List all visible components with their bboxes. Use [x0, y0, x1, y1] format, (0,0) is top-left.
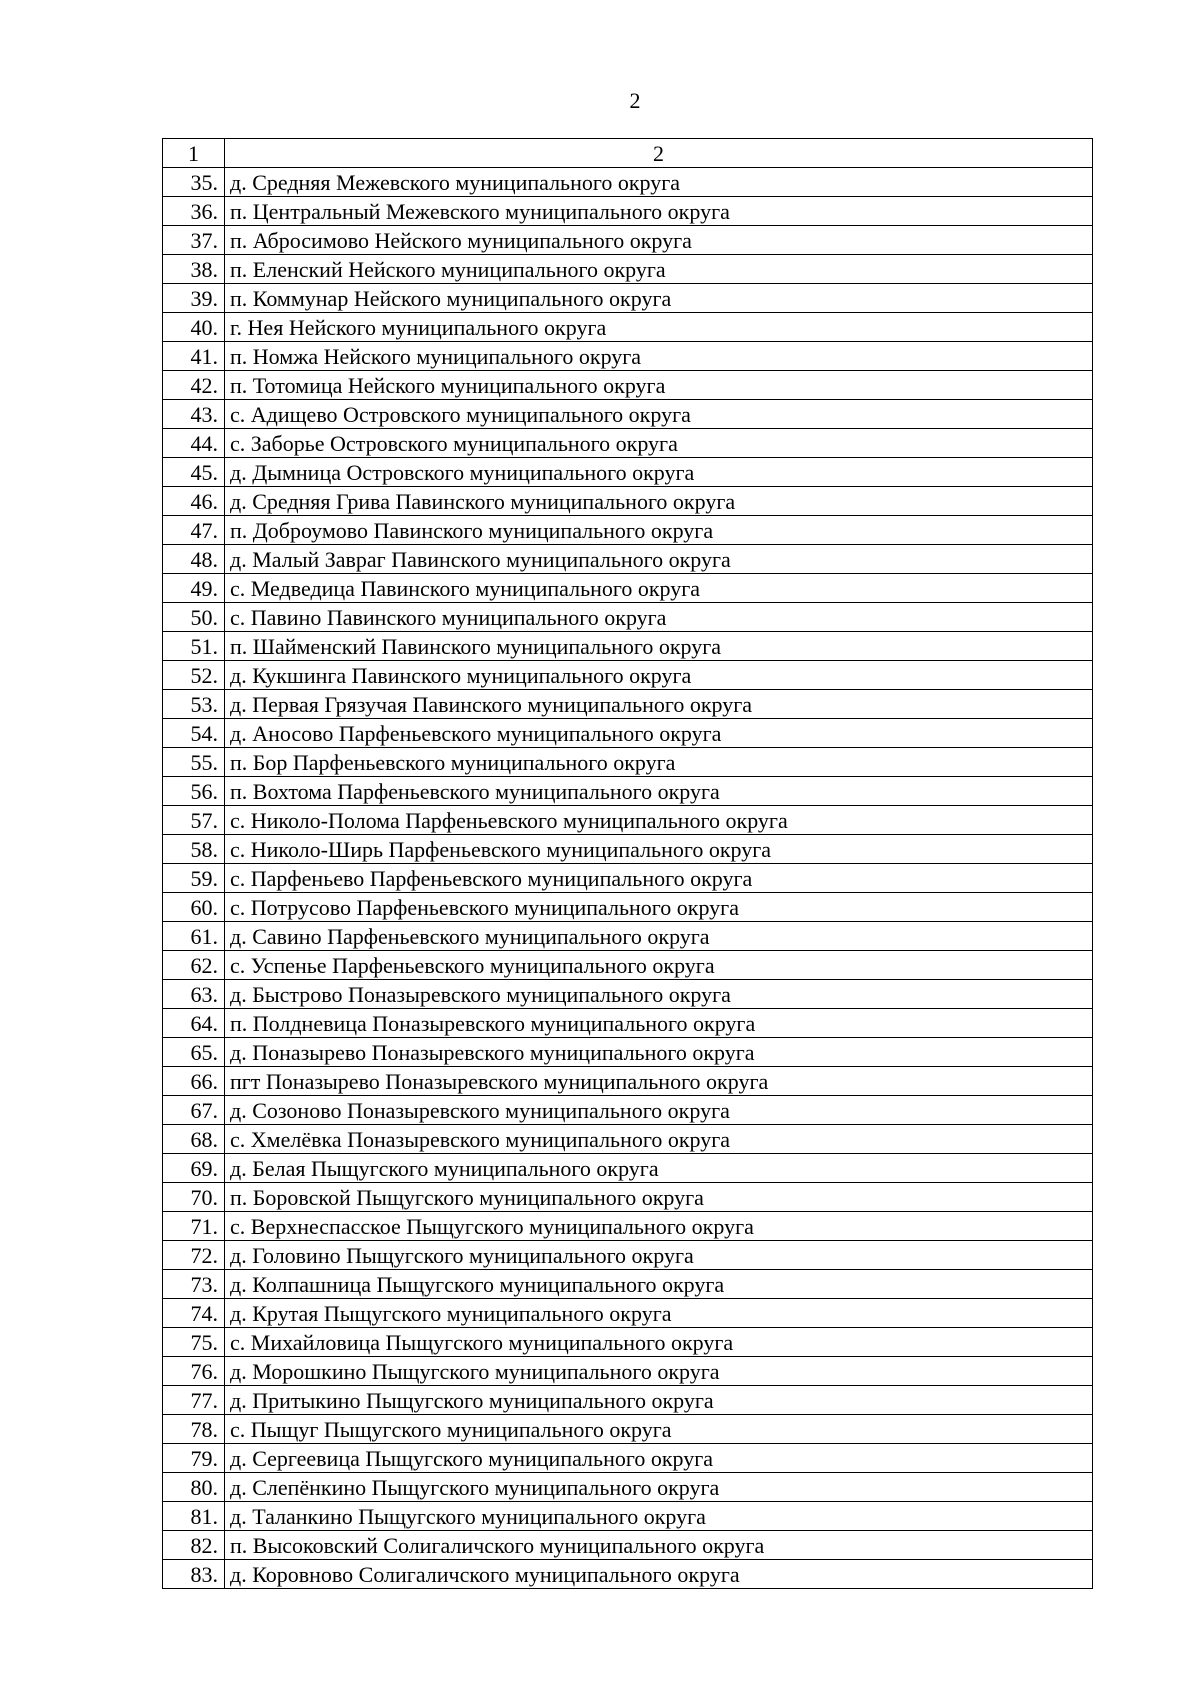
table-header-row	[163, 139, 1093, 168]
table-row	[163, 1009, 1093, 1038]
row-number: 61.	[163, 922, 225, 951]
table-row	[163, 1154, 1093, 1183]
table-row	[163, 400, 1093, 429]
row-number: 70.	[163, 1183, 225, 1212]
table-row	[163, 1386, 1093, 1415]
settlement-name: п. Полдневица Поназыревского муниципального округа	[225, 1009, 1093, 1038]
row-number: 56.	[163, 777, 225, 806]
row-number: 43.	[163, 400, 225, 429]
settlement-name: д. Первая Грязучая Павинского муниципального округа	[225, 690, 1093, 719]
settlement-name: с. Заборье Островского муниципального округа	[225, 429, 1093, 458]
table-row	[163, 1328, 1093, 1357]
settlement-name: д. Дымница Островского муниципального округа	[225, 458, 1093, 487]
settlement-name: с. Михайловица Пыщугского муниципального округа	[225, 1328, 1093, 1357]
settlement-name: с. Николо-Ширь Парфеньевского муниципального округа	[225, 835, 1093, 864]
table-row	[163, 835, 1093, 864]
settlement-name: с. Пыщуг Пыщугского муниципального округа	[225, 1415, 1093, 1444]
settlement-name: д. Кукшинга Павинского муниципального округа	[225, 661, 1093, 690]
settlement-name: д. Быстрово Поназыревского муниципального округа	[225, 980, 1093, 1009]
settlement-name: с. Потрусово Парфеньевского муниципального округа	[225, 893, 1093, 922]
table-row	[163, 284, 1093, 313]
settlement-name: д. Созоново Поназыревского муниципального округа	[225, 1096, 1093, 1125]
row-number: 50.	[163, 603, 225, 632]
row-number: 83.	[163, 1560, 225, 1589]
row-number: 74.	[163, 1299, 225, 1328]
row-number: 75.	[163, 1328, 225, 1357]
settlement-name: п. Шайменский Павинского муниципального округа	[225, 632, 1093, 661]
row-number: 53.	[163, 690, 225, 719]
settlement-name: д. Поназырево Поназыревского муниципального округа	[225, 1038, 1093, 1067]
row-number: 63.	[163, 980, 225, 1009]
settlement-name: с. Павино Павинского муниципального округа	[225, 603, 1093, 632]
settlement-name: п. Вохтома Парфеньевского муниципального округа	[225, 777, 1093, 806]
settlement-name: д. Средняя Грива Павинского муниципального округа	[225, 487, 1093, 516]
row-number: 73.	[163, 1270, 225, 1299]
table-row	[163, 1125, 1093, 1154]
column-header-number: 1	[163, 139, 225, 168]
table-body	[163, 168, 1093, 1589]
row-number: 62.	[163, 951, 225, 980]
settlement-name: с. Николо-Полома Парфеньевского муниципального округа	[225, 806, 1093, 835]
settlement-name: с. Успенье Парфеньевского муниципального округа	[225, 951, 1093, 980]
table-row	[163, 1357, 1093, 1386]
table-row	[163, 893, 1093, 922]
row-number: 35.	[163, 168, 225, 197]
settlement-name: п. Бор Парфеньевского муниципального округа	[225, 748, 1093, 777]
table-row	[163, 255, 1093, 284]
settlement-name: д. Малый Завраг Павинского муниципального округа	[225, 545, 1093, 574]
settlement-name: д. Колпашница Пыщугского муниципального округа	[225, 1270, 1093, 1299]
row-number: 37.	[163, 226, 225, 255]
table-row	[163, 574, 1093, 603]
settlement-name: пгт Поназырево Поназыревского муниципального округа	[225, 1067, 1093, 1096]
settlement-name: п. Тотомица Нейского муниципального округа	[225, 371, 1093, 400]
settlement-name: п. Коммунар Нейского муниципального округа	[225, 284, 1093, 313]
table-row	[163, 951, 1093, 980]
table-row	[163, 980, 1093, 1009]
row-number: 78.	[163, 1415, 225, 1444]
table-row	[163, 632, 1093, 661]
table-row	[163, 313, 1093, 342]
settlement-name: с. Адищево Островского муниципального округа	[225, 400, 1093, 429]
settlement-name: д. Слепёнкино Пыщугского муниципального округа	[225, 1473, 1093, 1502]
row-number: 54.	[163, 719, 225, 748]
settlement-name: п. Высоковский Солигаличского муниципального округа	[225, 1531, 1093, 1560]
row-number: 65.	[163, 1038, 225, 1067]
table-row	[163, 1183, 1093, 1212]
table-row	[163, 545, 1093, 574]
row-number: 55.	[163, 748, 225, 777]
table-row	[163, 748, 1093, 777]
table-row	[163, 719, 1093, 748]
settlement-name: д. Морошкино Пыщугского муниципального округа	[225, 1357, 1093, 1386]
settlement-name: п. Центральный Межевского муниципального округа	[225, 197, 1093, 226]
table-row	[163, 342, 1093, 371]
table-row	[163, 226, 1093, 255]
row-number: 68.	[163, 1125, 225, 1154]
row-number: 58.	[163, 835, 225, 864]
table-row	[163, 1241, 1093, 1270]
row-number: 38.	[163, 255, 225, 284]
settlement-name: г. Нея Нейского муниципального округа	[225, 313, 1093, 342]
table-row	[163, 690, 1093, 719]
row-number: 77.	[163, 1386, 225, 1415]
table-row	[163, 429, 1093, 458]
settlement-name: д. Крутая Пыщугского муниципального округа	[225, 1299, 1093, 1328]
settlement-name: д. Коровново Солигаличского муниципального округа	[225, 1560, 1093, 1589]
settlement-name: п. Боровской Пыщугского муниципального округа	[225, 1183, 1093, 1212]
settlement-name: д. Головино Пыщугского муниципального округа	[225, 1241, 1093, 1270]
table-row	[163, 1415, 1093, 1444]
row-number: 71.	[163, 1212, 225, 1241]
table-row	[163, 1531, 1093, 1560]
table-row	[163, 371, 1093, 400]
row-number: 64.	[163, 1009, 225, 1038]
table-row	[163, 922, 1093, 951]
column-header-name: 2	[225, 139, 1093, 168]
table-row	[163, 1038, 1093, 1067]
page-number: 2	[629, 88, 641, 113]
settlement-name: п. Доброумово Павинского муниципального округа	[225, 516, 1093, 545]
table-row	[163, 1444, 1093, 1473]
settlement-name: п. Абросимово Нейского муниципального округа	[225, 226, 1093, 255]
settlement-name: д. Сергеевица Пыщугского муниципального округа	[225, 1444, 1093, 1473]
row-number: 42.	[163, 371, 225, 400]
settlement-name: п. Номжа Нейского муниципального округа	[225, 342, 1093, 371]
row-number: 59.	[163, 864, 225, 893]
settlement-name: с. Медведица Павинского муниципального округа	[225, 574, 1093, 603]
row-number: 49.	[163, 574, 225, 603]
table-row	[163, 1067, 1093, 1096]
row-number: 51.	[163, 632, 225, 661]
row-number: 39.	[163, 284, 225, 313]
row-number: 36.	[163, 197, 225, 226]
row-number: 48.	[163, 545, 225, 574]
settlement-name: д. Белая Пыщугского муниципального округа	[225, 1154, 1093, 1183]
settlements-table	[162, 138, 1093, 1589]
settlement-name: с. Парфеньево Парфеньевского муниципального округа	[225, 864, 1093, 893]
row-number: 66.	[163, 1067, 225, 1096]
row-number: 40.	[163, 313, 225, 342]
table-row	[163, 197, 1093, 226]
settlement-name: с. Хмелёвка Поназыревского муниципального округа	[225, 1125, 1093, 1154]
settlement-name: д. Средняя Межевского муниципального округа	[225, 168, 1093, 197]
row-number: 79.	[163, 1444, 225, 1473]
table-row	[163, 1473, 1093, 1502]
settlement-name: д. Таланкино Пыщугского муниципального округа	[225, 1502, 1093, 1531]
table-row	[163, 487, 1093, 516]
table-row	[163, 661, 1093, 690]
table-row	[163, 1096, 1093, 1125]
table-row	[163, 1212, 1093, 1241]
table-row	[163, 806, 1093, 835]
row-number: 52.	[163, 661, 225, 690]
row-number: 41.	[163, 342, 225, 371]
row-number: 57.	[163, 806, 225, 835]
table-row	[163, 1560, 1093, 1589]
row-number: 47.	[163, 516, 225, 545]
table-row	[163, 516, 1093, 545]
row-number: 82.	[163, 1531, 225, 1560]
row-number: 45.	[163, 458, 225, 487]
row-number: 69.	[163, 1154, 225, 1183]
row-number: 60.	[163, 893, 225, 922]
row-number: 76.	[163, 1357, 225, 1386]
row-number: 44.	[163, 429, 225, 458]
table-row	[163, 1299, 1093, 1328]
row-number: 67.	[163, 1096, 225, 1125]
table-row	[163, 1502, 1093, 1531]
settlement-name: с. Верхнеспасское Пыщугского муниципального округа	[225, 1212, 1093, 1241]
row-number: 80.	[163, 1473, 225, 1502]
row-number: 46.	[163, 487, 225, 516]
table-row	[163, 1270, 1093, 1299]
table-row	[163, 168, 1093, 197]
table-row	[163, 864, 1093, 893]
settlement-name: д. Аносово Парфеньевского муниципального округа	[225, 719, 1093, 748]
settlement-name: п. Еленский Нейского муниципального округа	[225, 255, 1093, 284]
table-row	[163, 603, 1093, 632]
settlement-name: д. Савино Парфеньевского муниципального округа	[225, 922, 1093, 951]
table-row	[163, 458, 1093, 487]
row-number: 72.	[163, 1241, 225, 1270]
row-number: 81.	[163, 1502, 225, 1531]
table-row	[163, 777, 1093, 806]
settlement-name: д. Притыкино Пыщугского муниципального округа	[225, 1386, 1093, 1415]
